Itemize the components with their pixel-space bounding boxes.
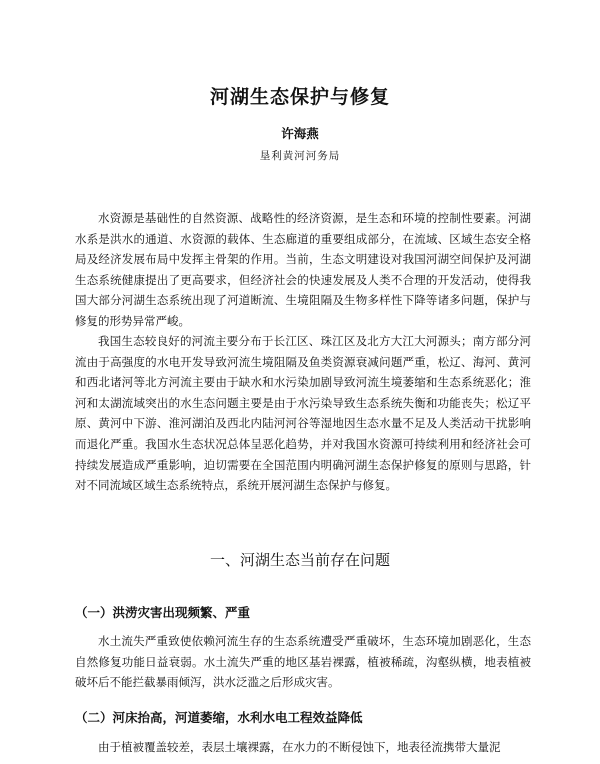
subsection-heading-2: （二）河床抬高，河道萎缩，水利水电工程效益降低	[75, 710, 363, 725]
subsection-paragraph-1: 水土流失严重致使依赖河流生存的生态系统遭受严重破坏，生态环境加剧恶化，生态自然修复功能日益衰弱。水土流失严重的地区基岩裸露，植被稀疏，沟壑纵横，地表植被破坏后不能拦截暴雨倾泻，洪水泛滥之后形成灾害。	[75, 634, 531, 690]
author-name: 许海燕	[281, 126, 319, 141]
subsection-paragraph-2: 由于植被覆盖较差，表层土壤裸露，在水力的不断侵蚀下，地表径流携带大量泥	[98, 740, 501, 754]
paper-title: 河湖生态保护与修复	[209, 86, 390, 108]
intro-paragraph-2: 我国生态较良好的河流主要分布于长江区、珠江区及北方大江大河源头；南方部分河流由于高强度的水电开发导致河流生境阻隔及鱼类资源衰减问题严重，松辽、海河、黄河和西北诸河等北方河流主要由于缺水和水污染加剧导致河流生境萎缩和生态系统恶化；淮河和太湖流域突出的水生态问题主要是由于水污染导致生态系统失衡和功能丧失；松辽平原、黄河中下游、淮河湖泊及西北内陆河河谷等湿地因生态水量不足及人类活动干扰影响而退化严重。我国水生态状况总体呈恶化趋势，并对我国水资源可持续利用和经济社会可持续发展造成严重影响，迫切需要在全国范围内明确河湖生态保护修复的原则与思路，针对不同流域区域生态系统特点，系统开展河湖生态保护与修复。	[75, 334, 531, 493]
section-heading: 一、河湖生态当前存在问题	[209, 551, 390, 569]
author-affiliation: 垦利黄河河务局	[259, 150, 341, 162]
subsection-heading-1: （一）洪涝灾害出现频繁、严重	[75, 605, 251, 620]
intro-paragraph-1: 水资源是基础性的自然资源、战略性的经济资源，是生态和环境的控制性要素。河湖水系是洪水的通道、水资源的载体、生态廊道的重要组成部分，在流域、区域生态安全格局及经济发展布局中发挥主骨架的作用。当前，生态文明建设对我国河湖空间保护及河湖生态系统健康提出了更高要求，但经济社会的快速发展及人类不合理的开发活动，使得我国大部分河湖生态系统出现了河道断流、生境阻隔及生物多样性下降等诸多问题，保护与修复的形势异常严峻。	[75, 211, 531, 328]
